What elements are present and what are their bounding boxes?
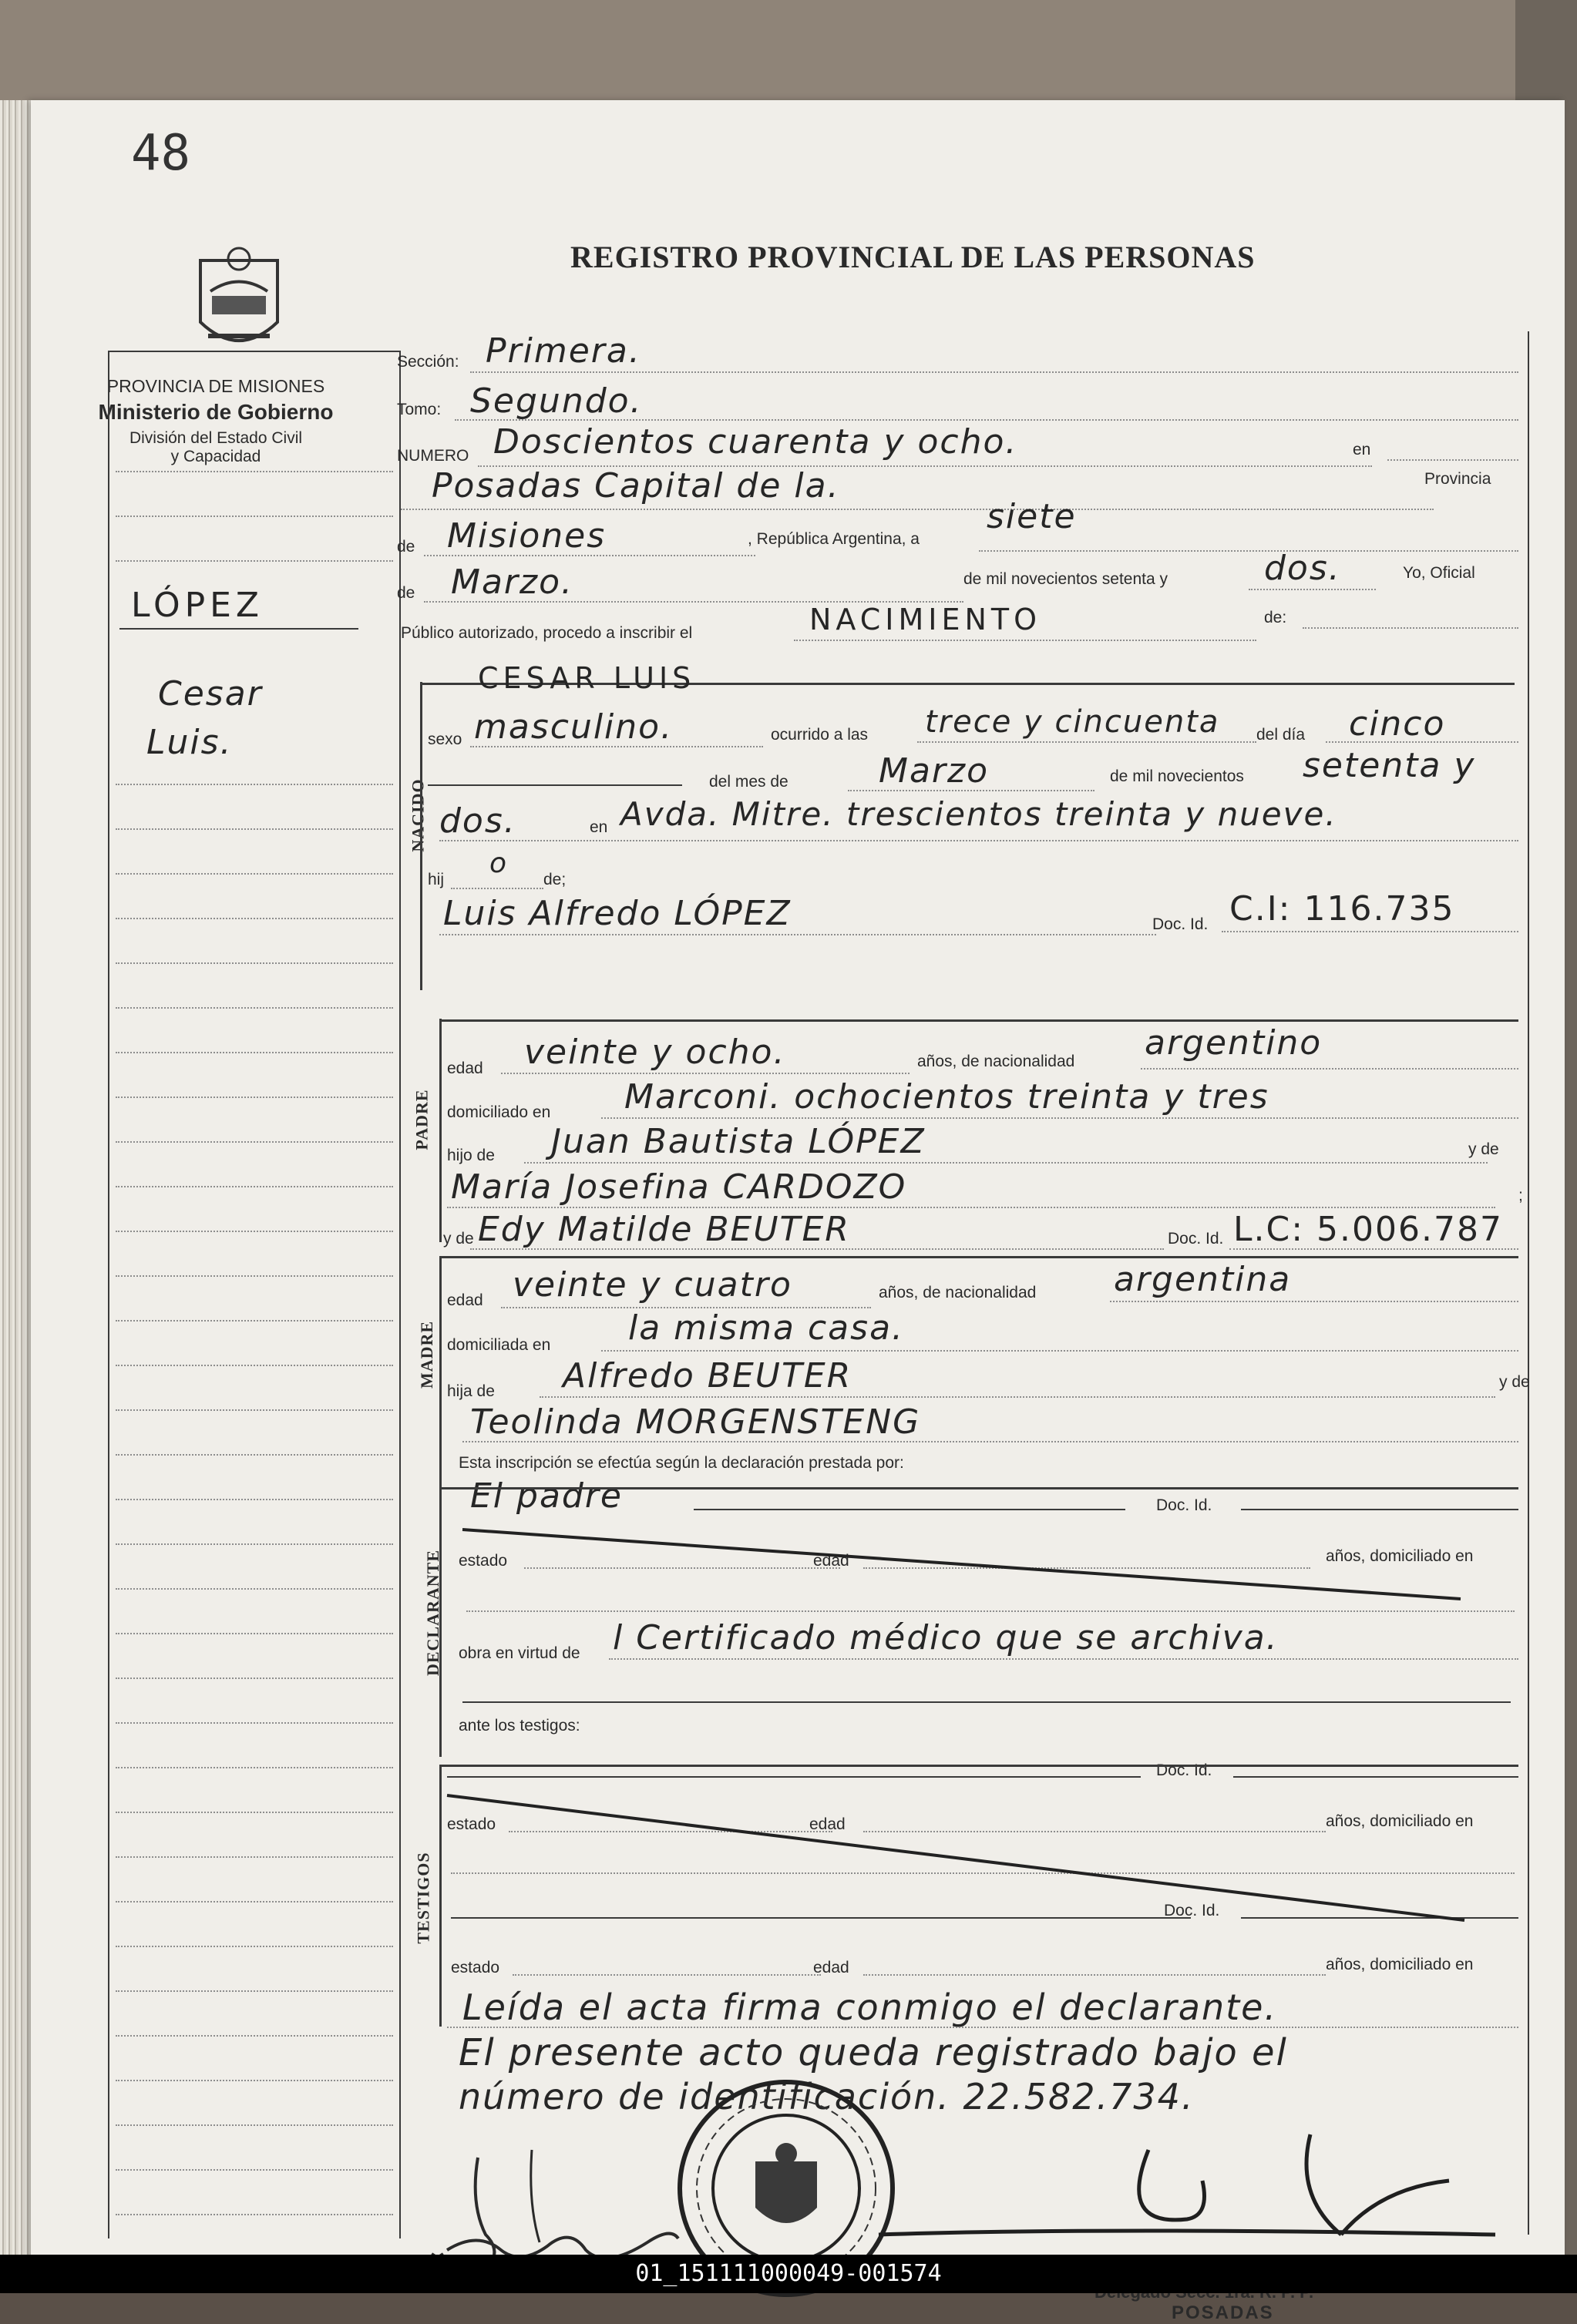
margin-left-rule <box>108 351 109 2238</box>
nacido-sexo: masculino. <box>474 707 674 747</box>
label-en-nac: en <box>590 818 608 836</box>
label-doc-padre: Doc. Id. <box>1152 915 1209 933</box>
line-madre-nombre <box>470 1248 1164 1250</box>
line-de-colon <box>1303 627 1518 629</box>
line-madre-nac <box>1110 1301 1518 1302</box>
padre-edad: veinte y ocho. <box>524 1033 786 1072</box>
madre-edad: veinte y cuatro <box>513 1265 792 1305</box>
section-padre: PADRE <box>412 1089 432 1150</box>
line-blank <box>428 784 682 786</box>
margin-ruled-line <box>116 516 393 517</box>
label-en: en <box>1353 441 1371 458</box>
line-anio <box>1249 589 1376 590</box>
margin-ruled-line <box>116 784 393 785</box>
value-provincia: Misiones <box>447 516 607 556</box>
margin-ruled-line <box>116 1812 393 1813</box>
line-madre-dom <box>601 1350 1518 1352</box>
margin-ruled-line <box>116 1007 393 1009</box>
label-mil-novecientos: de mil novecientos setenta y <box>963 570 1168 588</box>
declarante-bracket <box>439 1487 442 1757</box>
madre-hija-de-1: Alfredo BEUTER <box>563 1356 852 1395</box>
nacido-hora: trece y cincuenta <box>925 704 1220 740</box>
line-hijo-de <box>524 1162 1488 1164</box>
madre-domicilio: la misma casa. <box>628 1308 905 1348</box>
line-edad-t2 <box>863 1974 1326 1976</box>
margin-ruled-line <box>116 2080 393 2081</box>
padre-nombre: Luis Alfredo LÓPEZ <box>443 894 792 933</box>
label-de-1: de <box>397 538 415 556</box>
madre-nacionalidad: argentina <box>1114 1260 1292 1299</box>
label-de-semi: de; <box>543 871 567 888</box>
label-numero: NUMERO <box>397 447 469 465</box>
issuer-capacity: y Capacidad <box>170 448 261 465</box>
value-dia: siete <box>987 497 1077 536</box>
padre-top-rule <box>439 1019 1518 1022</box>
line-doc-testigo-1 <box>1233 1776 1518 1778</box>
line-provincia <box>424 555 755 556</box>
issuer-province: PROVINCIA DE MISIONES <box>106 376 325 396</box>
margin-ruled-line <box>116 1722 393 1724</box>
line-doc-declarante <box>1241 1509 1518 1510</box>
margin-ruled-line <box>116 1275 393 1277</box>
label-del-mes: del mes de <box>709 773 788 791</box>
label-seccion: Sección: <box>397 353 459 371</box>
margin-ruled-line <box>116 873 393 875</box>
register-page <box>31 100 1565 2323</box>
label-y-de-padre: y de <box>1468 1140 1499 1158</box>
label-declaracion: Esta inscripción se efectúa según la declaración prestada por: <box>459 1454 904 1472</box>
value-lugar: Posadas Capital de la. <box>432 466 840 505</box>
official-city: POSADAS <box>1172 2302 1274 2323</box>
line-hija-de <box>540 1396 1495 1398</box>
section-testigos: TESTIGOS <box>413 1852 433 1944</box>
line-closing-1 <box>447 2027 1518 2028</box>
margin-ruled-line <box>116 1409 393 1411</box>
margin-ruled-line <box>116 2124 393 2126</box>
nacido-hij: o <box>489 848 509 879</box>
margin-top-rule <box>108 351 401 352</box>
nacido-anio-1: setenta y <box>1303 746 1476 785</box>
margin-ruled-line <box>116 1901 393 1903</box>
nacido-anio-2: dos. <box>439 801 516 841</box>
label-estado-decl: estado <box>459 1552 508 1570</box>
label-edad-padre: edad <box>447 1060 483 1077</box>
margin-ruled-line <box>116 1856 393 1858</box>
label-nac-madre: años, de nacionalidad <box>879 1284 1037 1301</box>
label-edad-madre: edad <box>447 1291 483 1309</box>
line-hijo-de-2 <box>447 1207 1495 1208</box>
madre-nombre: Edy Matilde BEUTER <box>478 1210 850 1249</box>
nacido-dia: cinco <box>1349 704 1446 744</box>
line-lugar-nac <box>439 840 1518 841</box>
line-hora <box>917 741 1256 743</box>
margin-ruled-line <box>116 560 393 562</box>
padre-doc: C.I: 116.735 <box>1229 889 1455 929</box>
line-dia <box>979 550 1518 552</box>
label-anios-dom-decl: años, domiciliado en <box>1326 1547 1474 1565</box>
label-semi: ; <box>1518 1187 1523 1204</box>
margin-ruled-line <box>116 1186 393 1187</box>
line-dia-nac <box>1326 741 1518 743</box>
margin-ruled-line <box>116 1946 393 1947</box>
label-publico: Público autorizado, procedo a inscribir el <box>401 624 693 642</box>
line-sexo <box>470 746 763 747</box>
label-edad-t2: edad <box>813 1959 849 1976</box>
testigos-top-rule <box>439 1765 1518 1767</box>
line-padre-nombre <box>439 934 1156 935</box>
value-tomo: Segundo. <box>470 381 643 421</box>
label-edad-t1: edad <box>809 1815 846 1833</box>
margin-ruled-line <box>116 962 393 964</box>
label-y-de-madre: y de <box>443 1230 474 1248</box>
line-madre-doc <box>1229 1248 1518 1250</box>
section-madre: MADRE <box>417 1320 437 1389</box>
margin-ruled-line <box>116 1543 393 1545</box>
margin-ruled-line <box>116 1990 393 1992</box>
official-signature <box>879 2119 1511 2273</box>
line-hij <box>451 888 543 889</box>
closing-line-1: Leída el acta firma conmigo el declarante. <box>462 1986 1278 2028</box>
line-hija-de-2 <box>462 1441 1518 1442</box>
label-yo-oficial: Yo, Oficial <box>1403 564 1475 582</box>
margin-given-1: Cesar <box>158 674 263 714</box>
value-anio: dos. <box>1264 549 1341 588</box>
margin-ruled-line <box>116 1588 393 1590</box>
margin-ruled-line <box>116 1454 393 1456</box>
nacido-mes: Marzo <box>879 751 990 791</box>
value-mes: Marzo. <box>451 563 574 602</box>
label-estado-t1: estado <box>447 1815 496 1833</box>
margin-ruled-line <box>116 1365 393 1366</box>
madre-bracket <box>439 1256 442 1487</box>
file-id-footer: 01_151111000049-001574 <box>0 2255 1577 2293</box>
line-padre-doc <box>1222 931 1518 932</box>
line-declarante <box>694 1509 1125 1510</box>
issuer-division: División del Estado Civil <box>129 429 303 447</box>
margin-ruled-line <box>116 1231 393 1232</box>
padre-hijo-de-2: María Josefina CARDOZO <box>451 1167 907 1207</box>
line-lugar <box>401 509 1434 510</box>
line-testigo-1 <box>447 1776 1141 1778</box>
line-estado-t2 <box>513 1974 821 1976</box>
label-sexo: sexo <box>428 730 462 748</box>
label-de-2: de <box>397 584 415 602</box>
closing-line-2: El presente acto queda registrado bajo el <box>459 2031 1288 2074</box>
margin-ruled-line <box>116 471 393 472</box>
value-seccion: Primera. <box>486 331 641 371</box>
label-hij: hij <box>428 871 445 888</box>
label-hijo-de: hijo de <box>447 1147 495 1164</box>
madre-hija-de-2: Teolinda MORGENSTENG <box>470 1402 921 1442</box>
coat-of-arms-icon <box>189 245 289 361</box>
line-en <box>1387 459 1518 461</box>
label-anios-dom-t1: años, domiciliado en <box>1326 1812 1474 1830</box>
label-de-colon: de: <box>1264 609 1287 626</box>
label-estado-t2: estado <box>451 1959 500 1976</box>
label-ocurrido: ocurrido a las <box>771 726 869 744</box>
label-dom-madre: domiciliada en <box>447 1336 551 1354</box>
padre-hijo-de-1: Juan Bautista LÓPEZ <box>551 1122 926 1161</box>
section-nacido: NACIDO <box>408 778 428 852</box>
line-padre-nac <box>1141 1068 1518 1070</box>
closing-line-3: número de identificación. 22.582.734. <box>459 2076 1195 2117</box>
declarante-top-rule <box>439 1487 1518 1489</box>
background-folder <box>0 0 1577 116</box>
nacido-nombre: CESAR LUIS <box>478 661 696 695</box>
margin-ruled-line <box>116 1052 393 1053</box>
line-acto <box>794 640 1256 641</box>
margin-given-2: Luis. <box>146 723 233 762</box>
margin-ruled-line <box>116 1678 393 1679</box>
label-republica: , República Argentina, a <box>748 530 920 548</box>
padre-nacionalidad: argentino <box>1145 1023 1323 1063</box>
value-acto: NACIMIENTO <box>809 603 1042 636</box>
declarante-quien: El padre <box>470 1476 623 1516</box>
label-hija-de: hija de <box>447 1382 495 1400</box>
label-mil-nov-2: de mil novecientos <box>1110 767 1244 785</box>
margin-ruled-line <box>116 1141 393 1143</box>
section-declarante: DECLARANTE <box>423 1549 443 1677</box>
page-number: 48 <box>131 125 191 182</box>
margin-ruled-line <box>116 1633 393 1634</box>
strike-line-testigos <box>447 1795 1464 1926</box>
line-tomo <box>455 419 1518 421</box>
margin-ruled-line <box>116 2214 393 2215</box>
margin-surname: LÓPEZ <box>131 586 264 625</box>
madre-doc: L.C: 5.006.787 <box>1233 1210 1503 1249</box>
label-doc-testigo-2: Doc. Id. <box>1164 1902 1220 1919</box>
padre-bracket <box>439 1019 442 1242</box>
line-obra <box>609 1658 1518 1660</box>
line-obra-2 <box>462 1701 1511 1703</box>
margin-ruled-line <box>116 1320 393 1322</box>
label-edad-decl: edad <box>813 1552 849 1570</box>
label-anios-dom-t2: años, domiciliado en <box>1326 1956 1474 1973</box>
label-provincia: Provincia <box>1424 470 1491 488</box>
label-ante: ante los testigos: <box>459 1717 580 1735</box>
margin-ruled-line <box>116 1499 393 1500</box>
declarante-obra: l Certificado médico que se archiva. <box>613 1618 1279 1657</box>
value-numero: Doscientos cuarenta y ocho. <box>493 422 1018 462</box>
line-seccion <box>470 371 1518 373</box>
line-padre-edad <box>501 1073 910 1074</box>
padre-domicilio: Marconi. ochocientos treinta y tres <box>624 1077 1269 1117</box>
margin-ruled-line <box>116 918 393 919</box>
label-doc-testigo-1: Doc. Id. <box>1156 1761 1212 1779</box>
label-y-de-madre-2: y de <box>1499 1373 1530 1391</box>
margin-ruled-line <box>116 1767 393 1768</box>
label-doc-declarante: Doc. Id. <box>1156 1496 1212 1514</box>
margin-ruled-line <box>116 828 393 830</box>
page-title: REGISTRO PROVINCIAL DE LAS PERSONAS <box>570 240 1256 274</box>
strike-line-declarante <box>462 1530 1464 1614</box>
testigos-bracket <box>439 1765 442 2027</box>
margin-ruled-line <box>116 2169 393 2171</box>
line-padre-dom <box>601 1117 1518 1119</box>
nacido-bracket <box>420 682 422 990</box>
label-nac-padre: años, de nacionalidad <box>917 1053 1075 1070</box>
label-dom-padre: domiciliado en <box>447 1103 551 1121</box>
line-mes-nac <box>848 790 1094 791</box>
margin-surname-underline <box>119 628 358 630</box>
margin-ruled-line <box>116 1097 393 1098</box>
nacido-lugar: Avda. Mitre. trescientos treinta y nueve. <box>620 795 1337 833</box>
label-tomo: Tomo: <box>397 401 442 418</box>
label-doc-madre: Doc. Id. <box>1168 1230 1224 1248</box>
page-right-rule <box>1528 331 1529 2235</box>
issuer-ministry: Ministerio de Gobierno <box>98 400 334 424</box>
margin-ruled-line <box>116 2035 393 2037</box>
label-del-dia: del día <box>1256 726 1306 744</box>
label-obra: obra en virtud de <box>459 1644 580 1662</box>
madre-top-rule <box>439 1256 1518 1258</box>
